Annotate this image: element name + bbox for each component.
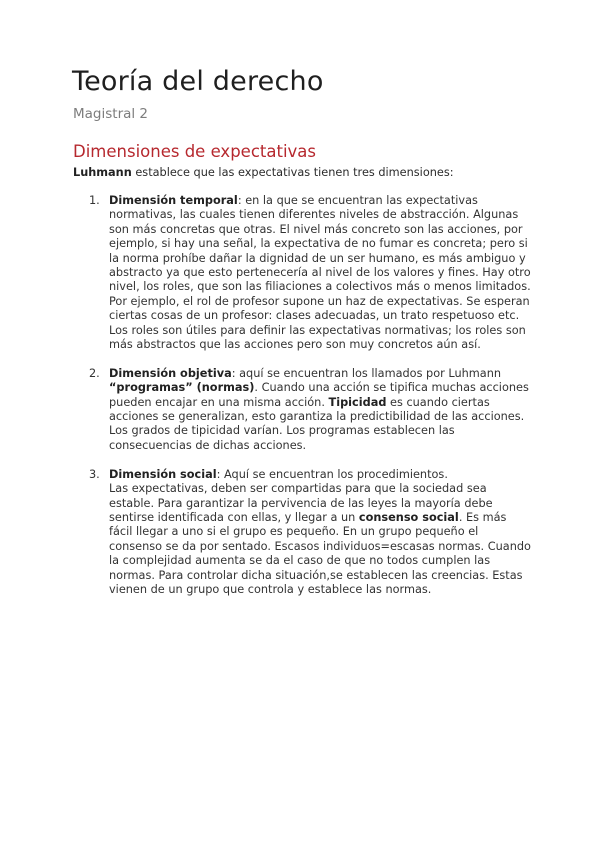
list-number: 1.	[89, 194, 100, 207]
list-item-objetiva	[73, 367, 533, 453]
item-text: es cuando ciertas acciones se generalizan, esto garantiza la predictibilidad de las acciones. Los grados de tipicidad varían. Los programas establecen las consecuencias de dichas acciones.	[109, 395, 525, 452]
term-dimension-social: Dimensión social	[109, 467, 217, 481]
item-text: Las expectativas, deben ser compartidas para que la sociedad sea estable. Para garantizar la pervivencia de las leyes la mayoría debe sentirse identificada con ellas, y llegar a un	[109, 482, 493, 524]
document-subtitle: Magistral 2	[73, 106, 149, 122]
list-number: 2.	[89, 366, 100, 380]
list-item-temporal	[73, 194, 533, 352]
list-number: 3.	[89, 467, 100, 481]
item-text: : en la que se encuentran las expectativas normativas, las cuales tienen diferentes niveles de abstracción. Algunas son más concretas que otras. El nivel más concreto son las acciones, por ejemplo, si hay una señal, la expectativa de no fumar es concreta; pero si la norma prohíbe dañar la dignidad de un ser humano, es más ambiguo y abstracto ya que esto pertenecería al nivel de los valores y fines. Hay otro nivel, los roles, que son las filiaciones a colectivos más o menos limitados. Por ejemplo, el rol de profesor supone un haz de expectativas. Se esperan ciertas cosas de un profesor: clases adecuadas, un trato respetuoso etc. Los roles son útiles para definir las expectativas normativas; los roles son más abstractos que las acciones pero son muy concretos aún así.	[109, 194, 531, 352]
dimensions-list	[73, 194, 533, 597]
term-dimension-objetiva: Dimensión objetiva	[109, 366, 232, 380]
term-programas: “programas” (normas)	[109, 381, 255, 395]
term-consenso-social: consenso social	[358, 510, 459, 524]
term-dimension-temporal: Dimensión temporal	[109, 194, 238, 207]
list-item-social	[73, 468, 533, 598]
item-text: . Es más fácil llegar a uno si el grupo es pequeño. En un grupo pequeño el consenso se da por sentado. Escasos individuos=escasas normas. Cuando la complejidad aumenta se da el caso de que no todos cumplen las normas. Para controlar dicha situación,se establecen las creencias. Estas vienen de un grupo que controla y establece las normas.	[109, 510, 531, 596]
item-text: . Cuando una acción se tipifica muchas acciones pueden encajar en una misma acción.	[109, 381, 529, 409]
intro-paragraph	[73, 166, 543, 180]
term-tipicidad: Tipicidad	[328, 395, 387, 409]
item-text: : Aquí se encuentran los procedimientos.	[216, 467, 448, 481]
document-title: Teoría del derecho	[72, 66, 324, 97]
item-text: : aquí se encuentran los llamados por Luhmann	[231, 366, 502, 380]
intro-bold-term: Luhmann	[73, 166, 132, 179]
section-heading: Dimensiones de expectativas	[73, 142, 316, 161]
intro-text: establece que las expectativas tienen tres dimensiones:	[131, 166, 454, 179]
